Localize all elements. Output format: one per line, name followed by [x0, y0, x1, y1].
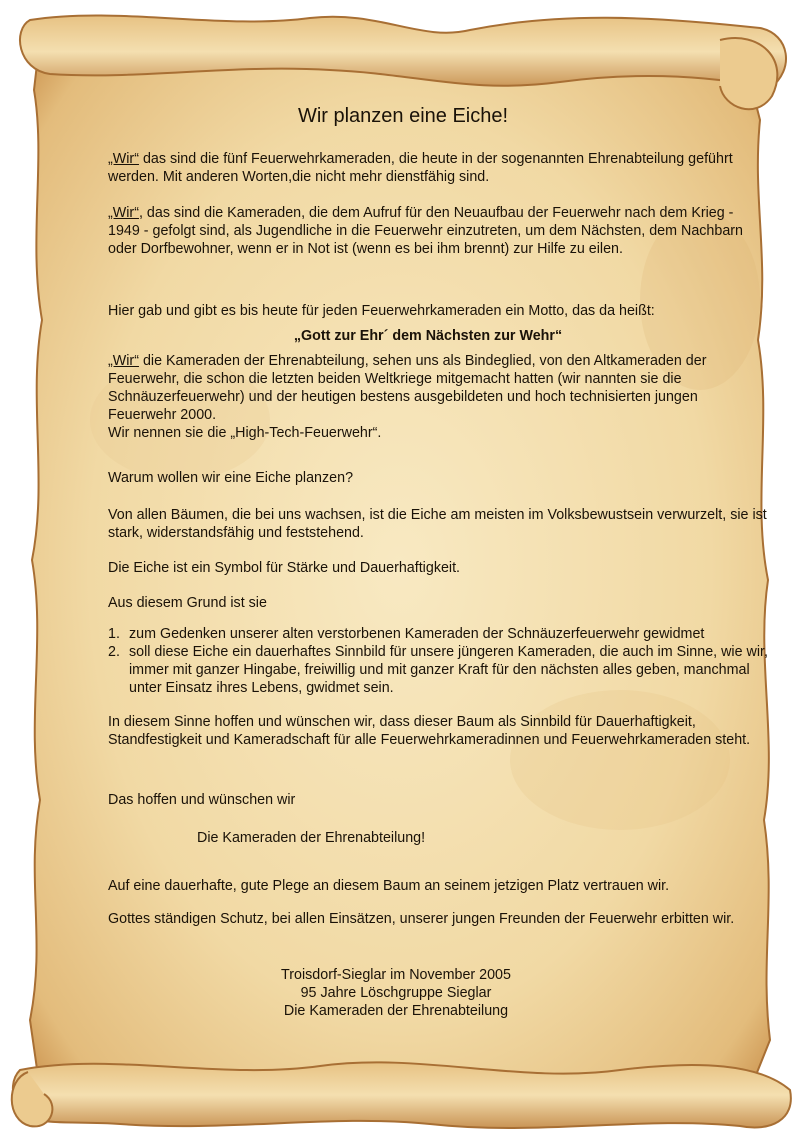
paragraph-text-line2: Wir nennen sie die „High-Tech-Feuerwehr“.: [108, 425, 382, 441]
dedication-list: [108, 625, 768, 697]
bottom-scroll-roll: [13, 1062, 791, 1128]
wir-lead: „Wir“: [108, 353, 139, 369]
signature-signer: Die Kameraden der Ehrenabteilung: [283, 1003, 509, 1019]
paragraph-wir-3: [108, 352, 768, 442]
list-item: [108, 643, 768, 697]
motto: „Gott zur Ehr´ dem Nächsten zur Wehr“: [293, 328, 563, 344]
list-number: 1.: [108, 626, 120, 642]
list-text: soll diese Eiche ein dauerhaftes Sinnbild für unsere jüngeren Kameraden, die auch im Sinne, wie wir, immer mit ganzer Hingabe, freiwillig und mit ganzer Kraft für den nächsten alles geben, manchmal unter Einsatz ihres Lebens, gwidmet sein.: [129, 644, 768, 696]
paragraph-text: , das sind die Kameraden, die dem Aufruf für den Neuaufbau der Feuerwehr nach dem Krieg - 1949 - gefolgt sind, als Jugendliche in die Feuerwehr einzutreten, um dem Nächsten, dem Nachbarn oder Dorfbewohner, wenn er in Not ist (wenn es bei ihm brennt) zur Hilfe zu eilen.: [108, 205, 743, 257]
paragraph-reason: Aus diesem Grund ist sie: [108, 595, 267, 611]
paragraph-hope: In diesem Sinne hoffen und wünschen wir, dass dieser Baum als Sinnbild für Dauerhaftigkeit, Standfestigkeit und Kameradschaft für alle Feuerwehrkameradinnen und Feuerwehrkameraden steht.: [108, 714, 751, 748]
signature-place-date: Troisdorf-Sieglar im November 2005: [281, 967, 511, 983]
paragraph-protection: Gottes ständigen Schutz, bei allen Einsätzen, unserer jungen Freunden der Feuerwehr erbitten wir.: [108, 911, 735, 927]
paragraph-wish: Das hoffen und wünschen wir: [108, 792, 296, 808]
paragraph-comrades: Die Kameraden der Ehrenabteilung!: [197, 830, 426, 846]
wir-lead: „Wir“: [108, 151, 139, 167]
paragraph-text: das sind die fünf Feuerwehrkameraden, die heute in der sogenannten Ehrenabteilung geführt werden. Mit anderen Worten,die nicht mehr dienstfähig sind.: [108, 151, 733, 185]
paragraph-text: die Kameraden der Ehrenabteilung, sehen uns als Bindeglied, von den Altkameraden der Feuerwehr, die schon die letzten beiden Weltkriege mitgemacht hatten (wir nannten sie die Schnäuzerfeuerwehr) und der heutigen bestens ausgebildeten und hoch technisierten jungen Feuerwehr 2000.: [108, 353, 707, 423]
list-text: zum Gedenken unserer alten verstorbenen Kameraden der Schnäuzerfeuerwehr gewidmet: [129, 626, 705, 642]
paragraph-oak: Von allen Bäumen, die bei uns wachsen, ist die Eiche am meisten im Volksbewustsein verwurzelt, sie ist stark, widerstandsfähig und feststehend.: [108, 507, 767, 541]
paragraph-wir-2: [108, 204, 768, 258]
page-title: Wir planzen eine Eiche!: [297, 105, 509, 127]
list-number: 2.: [108, 644, 120, 660]
paragraph-question: Warum wollen wir eine Eiche planzen?: [108, 470, 354, 486]
paragraph-motto-intro: Hier gab und gibt es bis heute für jeden Feuerwehrkameraden ein Motto, das da heißt:: [108, 303, 655, 319]
signature-block: [178, 966, 614, 1020]
list-item: [108, 625, 768, 643]
signature-anniversary: 95 Jahre Löschgruppe Sieglar: [300, 985, 492, 1001]
wir-lead: „Wir“: [108, 205, 139, 221]
paragraph-symbol: Die Eiche ist ein Symbol für Stärke und Dauerhaftigkeit.: [108, 560, 461, 576]
paragraph-wir-1: [108, 150, 768, 186]
paragraph-care: Auf eine dauerhafte, gute Plege an diesem Baum an seinem jetzigen Platz vertrauen wir.: [108, 878, 670, 894]
